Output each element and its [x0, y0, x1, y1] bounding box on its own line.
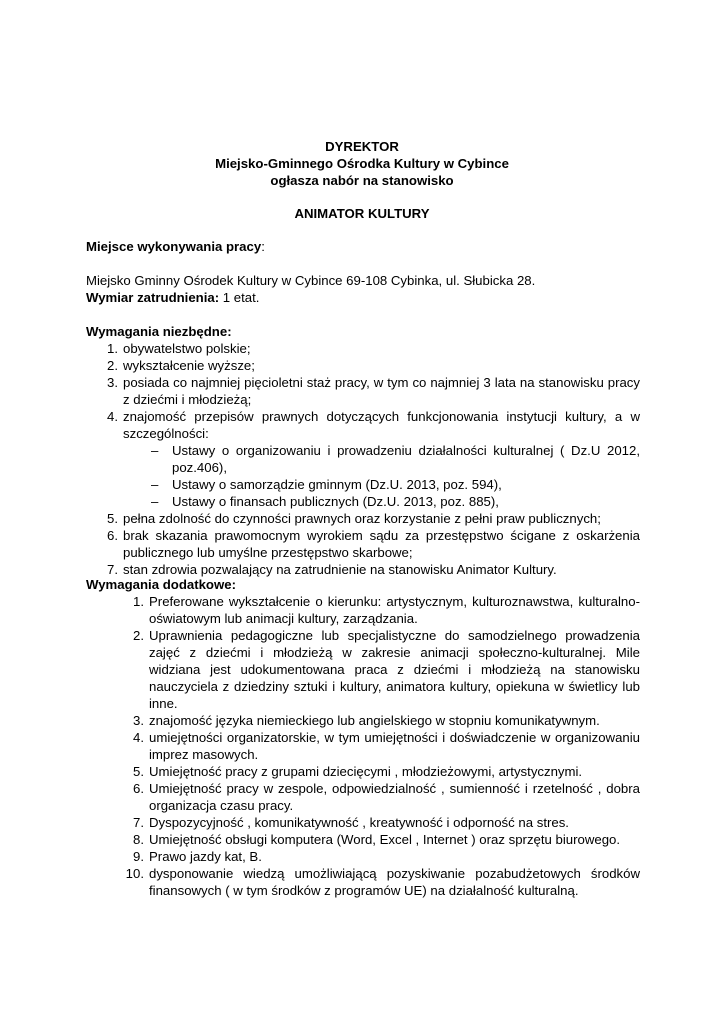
list-number: 7.: [133, 815, 144, 830]
list-number: 4.: [133, 730, 144, 745]
sub-list-item: [123, 493, 640, 510]
required-heading: Wymagania niezbędne:: [86, 324, 232, 339]
list-text: stan zdrowia pozwalający na zatrudnienie na stanowisku Animator Kultury.: [123, 562, 557, 577]
sub-list-text: Ustawy o samorządzie gminnym (Dz.U. 2013, poz. 594),: [172, 477, 502, 492]
additional-list: [86, 593, 640, 899]
announcement-header: [0, 138, 724, 189]
sub-list-text: Ustawy o organizowaniu i prowadzeniu działalności kulturalnej ( Dz.U 2012, poz.406),: [172, 443, 640, 475]
list-text: Umiejętność obsługi komputera (Word, Excel , Internet ) oraz sprzętu biurowego.: [149, 832, 621, 847]
employment-value: 1 etat.: [219, 290, 260, 305]
list-item: [86, 527, 640, 561]
list-number: 1.: [107, 341, 118, 356]
list-item: [86, 340, 640, 357]
list-number: 5.: [107, 511, 118, 526]
list-item: [86, 814, 640, 831]
workplace-label: Miejsce wykonywania pracy: [86, 239, 262, 254]
list-item: [86, 510, 640, 527]
list-text: Dyspozycyjność , komunikatywność , kreatywność i odporność na stres.: [149, 815, 569, 830]
list-number: 5.: [133, 764, 144, 779]
list-text: posiada co najmniej pięcioletni staż pracy, w tym co najmniej 3 lata na stanowisku pracy z dziećmi i młodzieżą;: [123, 375, 640, 407]
list-item: [86, 408, 640, 510]
list-number: 2.: [107, 358, 118, 373]
list-item: [86, 848, 640, 865]
employment-line: [86, 289, 640, 306]
list-number: 1.: [133, 594, 144, 609]
list-text: Umiejętność pracy w zespole, odpowiedzialność , sumienność i rzetelność , dobra organizacja czasu pracy.: [149, 781, 640, 813]
list-number: 6.: [133, 781, 144, 796]
employment-label: Wymiar zatrudnienia:: [86, 290, 220, 305]
list-item: [86, 593, 640, 627]
legal-acts-list: [123, 442, 640, 510]
list-item: [86, 627, 640, 712]
list-text: obywatelstwo polskie;: [123, 341, 251, 356]
sub-list-item: [123, 442, 640, 476]
workplace-colon: :: [261, 239, 265, 254]
list-number: 2.: [133, 628, 144, 643]
list-text: wykształcenie wyższe;: [123, 358, 255, 373]
list-item: [86, 780, 640, 814]
list-text: umiejętności organizatorskie, w tym umiejętności i doświadczenie w organizowaniu imprez masowych.: [149, 730, 640, 762]
list-item: [86, 374, 640, 408]
list-item: [86, 712, 640, 729]
header-institution: Miejsko-Gminnego Ośrodka Kultury w Cybince: [215, 156, 509, 171]
additional-heading: Wymagania dodatkowe:: [86, 577, 236, 592]
list-text: Preferowane wykształcenie o kierunku: artystycznym, kulturoznawstwa, kulturalno-oświatowym lub animacji kultury, zarządzania.: [149, 594, 640, 626]
sub-list-text: Ustawy o finansach publicznych (Dz.U. 2013, poz. 885),: [172, 494, 499, 509]
list-text: dysponowanie wiedzą umożliwiającą pozyskiwanie pozabudżetowych środków finansowych ( w tym środków z programów UE) na działalność kulturalną.: [149, 866, 640, 898]
workplace-address: Miejsko Gminny Ośrodek Kultury w Cybince 69-108 Cybinka, ul. Słubicka 28.: [86, 273, 536, 288]
list-number: 8.: [133, 832, 144, 847]
list-text: pełna zdolność do czynności prawnych oraz korzystanie z pełni praw publicznych;: [123, 511, 601, 526]
list-number: 4.: [107, 409, 118, 424]
position-title: ANIMATOR KULTURY: [294, 206, 430, 221]
header-director: DYREKTOR: [325, 139, 399, 154]
list-item: [86, 831, 640, 848]
list-number: 7.: [107, 562, 118, 577]
list-text: znajomość przepisów prawnych dotyczących funkcjonowania instytucji kultury, a w szczególności:: [123, 409, 640, 441]
header-announcement: ogłasza nabór na stanowisko: [270, 173, 454, 188]
list-text: brak skazania prawomocnym wyrokiem sądu za przestępstwo ścigane z oskarżenia publicznego lub umyślne przestępstwo skarbowe;: [123, 528, 640, 560]
list-item: [86, 357, 640, 374]
required-list: [86, 340, 640, 578]
list-item: [86, 865, 640, 899]
list-item: [86, 729, 640, 763]
list-text: Umiejętność pracy z grupami dziecięcymi , młodzieżowymi, artystycznymi.: [149, 764, 583, 779]
list-text: znajomość języka niemieckiego lub angielskiego w stopniu komunikatywnym.: [149, 713, 600, 728]
dash-bullet-icon: –: [151, 443, 159, 458]
sub-list-item: [123, 476, 640, 493]
list-item: [86, 763, 640, 780]
list-number: 10.: [125, 866, 144, 881]
list-number: 9.: [133, 849, 144, 864]
list-text: Uprawnienia pedagogiczne lub specjalistyczne do samodzielnego prowadzenia zajęć z dziećmi i młodzieżą w zakresie animacji społeczno-kulturalnej. Mile widziana jest udokumentowana praca z dziećmi i młodzieżą na stanowisku nauczyciela z dziedziny sztuki i kultury, animatora kultury, opiekuna w świetlicy lub inne.: [149, 628, 640, 711]
list-text: Prawo jazdy kat, B.: [149, 849, 262, 864]
list-number: 6.: [107, 528, 118, 543]
list-number: 3.: [107, 375, 118, 390]
workplace-label-line: [86, 238, 640, 255]
list-number: 3.: [133, 713, 144, 728]
dash-bullet-icon: –: [151, 477, 159, 492]
dash-bullet-icon: –: [151, 494, 159, 509]
